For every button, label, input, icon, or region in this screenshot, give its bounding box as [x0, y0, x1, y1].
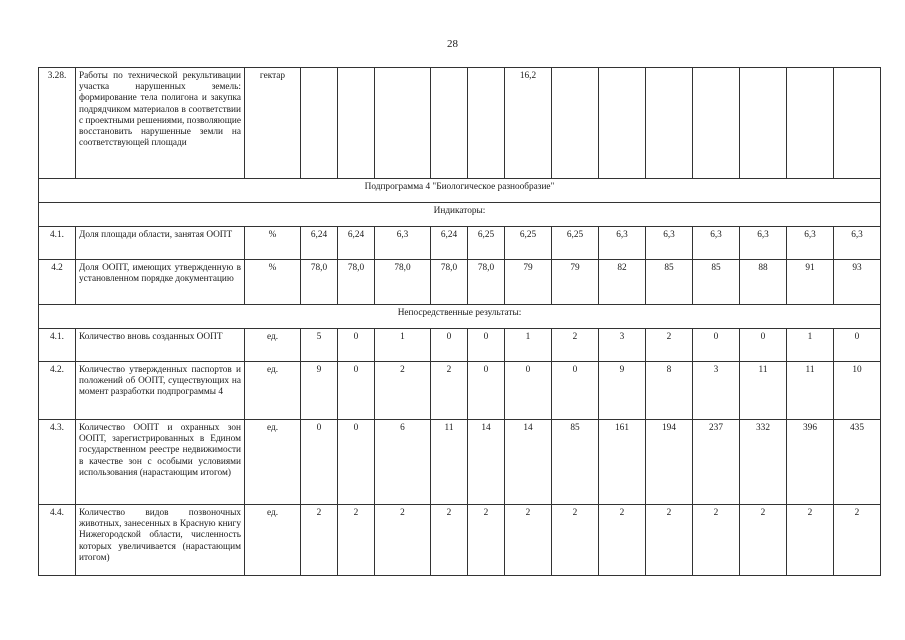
row-unit: ед. [245, 362, 301, 420]
value-cell: 2 [599, 505, 646, 576]
value-cell: 78,0 [468, 260, 505, 305]
row-number: 4.2 [39, 260, 76, 305]
value-cell: 435 [834, 420, 881, 505]
row-unit: ед. [245, 505, 301, 576]
value-cell: 10 [834, 362, 881, 420]
value-cell: 0 [338, 420, 375, 505]
value-cell: 2 [431, 362, 468, 420]
value-cell: 14 [468, 420, 505, 505]
value-cell [375, 68, 431, 179]
value-cell: 2 [646, 329, 693, 362]
value-cell: 6,3 [834, 227, 881, 260]
value-cell [693, 68, 740, 179]
value-cell: 79 [505, 260, 552, 305]
value-cell: 91 [787, 260, 834, 305]
value-cell: 332 [740, 420, 787, 505]
value-cell: 6,3 [693, 227, 740, 260]
value-cell: 2 [505, 505, 552, 576]
table-row [39, 260, 881, 305]
value-cell: 1 [375, 329, 431, 362]
value-cell: 6,25 [468, 227, 505, 260]
row-number: 4.2. [39, 362, 76, 420]
row-number: 3.28. [39, 68, 76, 179]
value-cell: 93 [834, 260, 881, 305]
value-cell: 2 [375, 362, 431, 420]
value-cell: 85 [646, 260, 693, 305]
value-cell: 6,25 [552, 227, 599, 260]
row-unit: % [245, 260, 301, 305]
value-cell: 6,25 [505, 227, 552, 260]
value-cell [740, 68, 787, 179]
value-cell: 0 [301, 420, 338, 505]
value-cell: 0 [468, 362, 505, 420]
value-cell: 2 [740, 505, 787, 576]
value-cell: 88 [740, 260, 787, 305]
row-unit: % [245, 227, 301, 260]
value-cell: 78,0 [338, 260, 375, 305]
value-cell: 78,0 [375, 260, 431, 305]
table-row [39, 505, 881, 576]
value-cell: 5 [301, 329, 338, 362]
results-title-row [39, 305, 881, 329]
value-cell: 396 [787, 420, 834, 505]
value-cell: 0 [468, 329, 505, 362]
value-cell: 0 [338, 329, 375, 362]
table-row [39, 68, 881, 179]
value-cell: 1 [505, 329, 552, 362]
value-cell: 2 [552, 505, 599, 576]
value-cell: 14 [505, 420, 552, 505]
value-cell [468, 68, 505, 179]
value-cell: 2 [431, 505, 468, 576]
value-cell: 79 [552, 260, 599, 305]
value-cell: 6,24 [338, 227, 375, 260]
row-number: 4.3. [39, 420, 76, 505]
results-title: Непосредственные результаты: [39, 305, 881, 329]
value-cell: 6,3 [599, 227, 646, 260]
value-cell: 2 [693, 505, 740, 576]
value-cell: 2 [301, 505, 338, 576]
table-row [39, 227, 881, 260]
indicators-title-row [39, 203, 881, 227]
indicators-table [38, 67, 881, 576]
value-cell: 6,3 [787, 227, 834, 260]
table-row [39, 362, 881, 420]
value-cell: 6,24 [431, 227, 468, 260]
value-cell: 9 [301, 362, 338, 420]
value-cell: 161 [599, 420, 646, 505]
value-cell: 2 [468, 505, 505, 576]
value-cell: 78,0 [431, 260, 468, 305]
value-cell: 8 [646, 362, 693, 420]
row-name: Работы по технической рекультивации участка нарушенных земель: формирование тела полигона и закупка подрядчиком материалов в соответствии с проектными решениями, позволяющие восстановить нарушенные земли на соответствующей площади [76, 68, 245, 179]
value-cell [552, 68, 599, 179]
value-cell: 6,3 [375, 227, 431, 260]
value-cell [431, 68, 468, 179]
table-row [39, 420, 881, 505]
row-number: 4.4. [39, 505, 76, 576]
value-cell: 16,2 [505, 68, 552, 179]
value-cell: 11 [431, 420, 468, 505]
value-cell: 2 [834, 505, 881, 576]
value-cell: 194 [646, 420, 693, 505]
value-cell: 0 [552, 362, 599, 420]
value-cell [301, 68, 338, 179]
row-unit: ед. [245, 420, 301, 505]
indicators-title: Индикаторы: [39, 203, 881, 227]
value-cell [338, 68, 375, 179]
value-cell [599, 68, 646, 179]
value-cell [646, 68, 693, 179]
value-cell: 6,3 [646, 227, 693, 260]
value-cell: 78,0 [301, 260, 338, 305]
value-cell: 0 [834, 329, 881, 362]
value-cell: 11 [740, 362, 787, 420]
row-unit: ед. [245, 329, 301, 362]
row-name: Доля ООПТ, имеющих утвержденную в установленном порядке документацию [76, 260, 245, 305]
value-cell: 6 [375, 420, 431, 505]
value-cell: 85 [552, 420, 599, 505]
value-cell: 3 [693, 362, 740, 420]
value-cell: 1 [787, 329, 834, 362]
row-number: 4.1. [39, 329, 76, 362]
subprogram-title: Подпрограмма 4 "Биологическое разнообразие" [39, 179, 881, 203]
value-cell: 2 [338, 505, 375, 576]
value-cell: 6,3 [740, 227, 787, 260]
value-cell: 82 [599, 260, 646, 305]
value-cell [787, 68, 834, 179]
value-cell: 3 [599, 329, 646, 362]
value-cell: 0 [740, 329, 787, 362]
value-cell: 0 [431, 329, 468, 362]
value-cell: 0 [338, 362, 375, 420]
row-name: Количество ООПТ и охранных зон ООПТ, зарегистрированных в Едином государственном реестре недвижимости в качестве зон с особыми условиями использования (нарастающим итогом) [76, 420, 245, 505]
value-cell: 0 [693, 329, 740, 362]
row-name: Доля площади области, занятая ООПТ [76, 227, 245, 260]
row-unit: гектар [245, 68, 301, 179]
value-cell: 2 [552, 329, 599, 362]
table-row [39, 329, 881, 362]
row-name: Количество вновь созданных ООПТ [76, 329, 245, 362]
row-number: 4.1. [39, 227, 76, 260]
value-cell: 9 [599, 362, 646, 420]
value-cell: 0 [505, 362, 552, 420]
value-cell: 2 [646, 505, 693, 576]
value-cell [834, 68, 881, 179]
value-cell: 11 [787, 362, 834, 420]
subprogram-title-row [39, 179, 881, 203]
value-cell: 6,24 [301, 227, 338, 260]
row-name: Количество утвержденных паспортов и положений об ООПТ, существующих на момент разработки подпрограммы 4 [76, 362, 245, 420]
value-cell: 2 [787, 505, 834, 576]
value-cell: 85 [693, 260, 740, 305]
value-cell: 237 [693, 420, 740, 505]
page-number: 28 [447, 38, 458, 50]
row-name: Количество видов позвоночных животных, занесенных в Красную книгу Нижегородской области, численность которых увеличивается (нарастающим итогом) [76, 505, 245, 576]
value-cell: 2 [375, 505, 431, 576]
